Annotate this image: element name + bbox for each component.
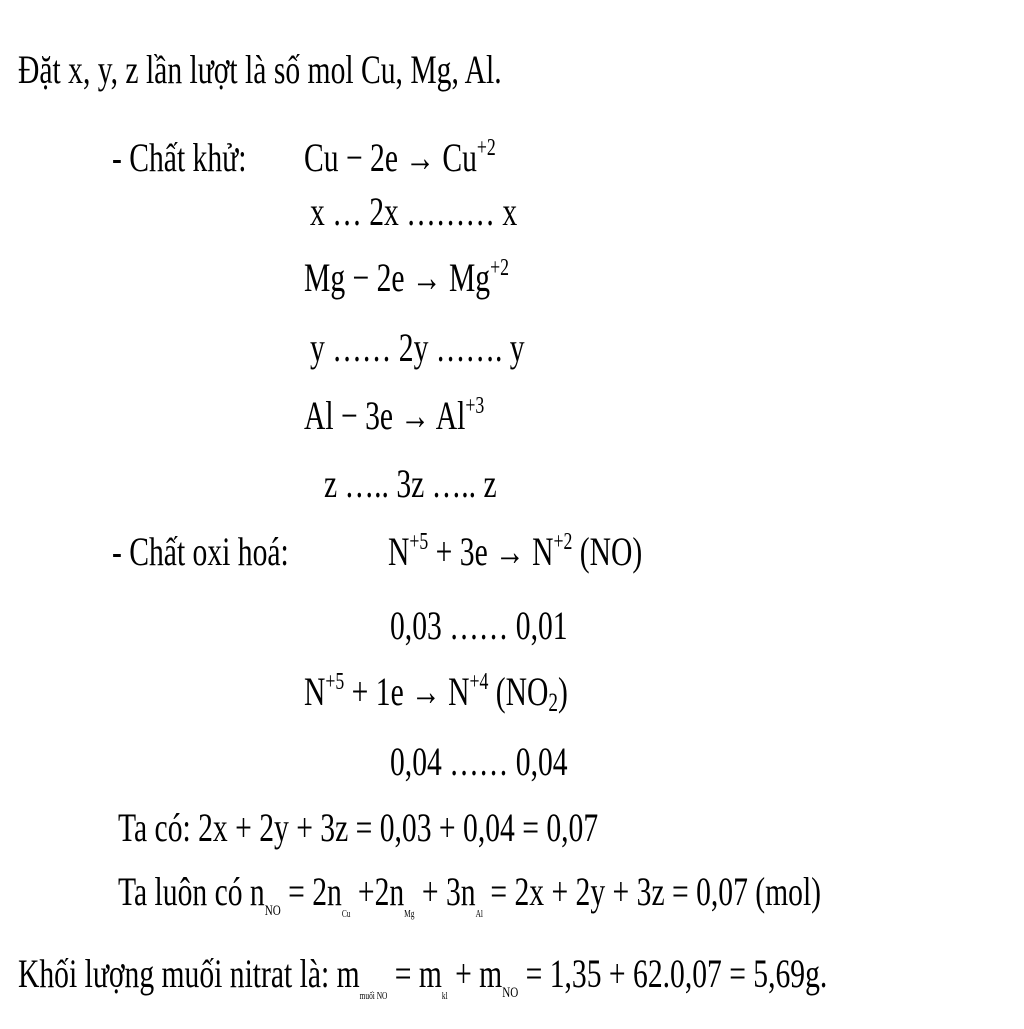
nitrate-mole-line: Ta luôn có $n_{NO} = 2n_{Cu} +2n_{Mg} + 3n_{Al} = 2x + 2y + 3z = 0,07$ (mol) bbox=[118, 869, 822, 920]
oxidizer-label: - Chất oxi hoá: bbox=[112, 529, 289, 574]
no2-equation: $N^{+5} + 1e \to N^{+4}$ (NO2) bbox=[304, 669, 568, 717]
nitrate-mass-line: Khối lượng muối nitrat là: $m_{muối NO} = m_{kl} + m_{NO} = 1,35 + 62.0,07 = 5,69g$. bbox=[18, 951, 828, 1002]
no-mole-line: 0,03 …… 0,01 bbox=[390, 603, 568, 648]
cu-equation: $Cu - 2e \to Cu^{+2}$ bbox=[304, 135, 496, 180]
no2-mole-line: 0,04 …… 0,04 bbox=[390, 739, 568, 784]
mg-equation: $Mg - 2e \to Mg^{+2}$ bbox=[304, 255, 509, 300]
intro-line: Đặt x, y, z lần lượt là số mol Cu, Mg, Al. bbox=[18, 47, 502, 92]
electron-sum-line: Ta có: 2x + 2y + 3z = 0,03 + 0,04 = 0,07 bbox=[118, 805, 599, 850]
cu-mole-line: x … 2x ……… x bbox=[310, 189, 518, 234]
al-equation: $Al - 3e \to Al^{+3}$ bbox=[304, 393, 485, 438]
reducer-label: - Chất khử: bbox=[112, 135, 247, 180]
mg-mole-line: y …… 2y ……. y bbox=[310, 325, 525, 370]
no-equation: $N^{+5} + 3e \to N^{+2}$ (NO) bbox=[388, 529, 643, 574]
al-mole-line: z ….. 3z ….. z bbox=[324, 461, 497, 506]
